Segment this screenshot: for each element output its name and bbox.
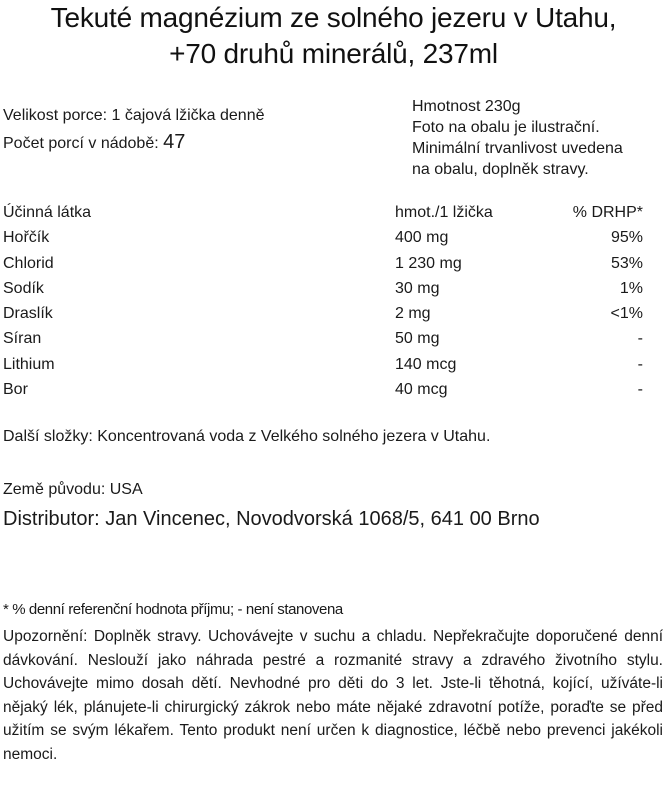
table-row: [3, 251, 643, 276]
note-line: na obalu, doplněk stravy.: [412, 161, 589, 178]
table-row: [3, 301, 643, 326]
warning-text: Upozornění: Doplněk stravy. Uchovávejte v suchu a chladu. Nepřekračujte doporučené denní dávkování. Neslouží jako náhrada pestré a rozmanité stravy a zdravého životního stylu. Uchovávejte mimo dosah dětí. Nevhodné pro děti do 3 let. Jste-li těhotná, kojící, užíváte-li nějaký lék, plánujete-li chirurgický zákrok nebo máte nějaké zdravotní potíže, poraďte se před užitím se svým lékařem. Tento produkt není určen k diagnostice, léčbě nebo prevenci jakékoli nemoci.: [3, 628, 663, 763]
substance-drhp: 53%: [610, 254, 643, 272]
table-header: [3, 200, 643, 225]
substance-name: Lithium: [3, 355, 55, 373]
substance-name: Sodík: [3, 279, 44, 297]
note-line: Minimální trvanlivost uvedena: [412, 140, 623, 157]
substance-name: Síran: [3, 330, 42, 348]
header-substance: Účinná látka: [3, 204, 92, 221]
table-row: [3, 352, 643, 377]
distributor: Distributor: Jan Vincenec, Novodvorská 1068/5, 641 00 Brno: [3, 508, 540, 530]
substance-name: Draslík: [3, 305, 53, 323]
substance-amount: 2 mg: [395, 305, 431, 323]
table-row: [3, 326, 643, 351]
package-notes: [412, 96, 667, 180]
serving-count-value: 47: [163, 131, 186, 153]
substance-amount: 400 mg: [395, 229, 449, 247]
substance-name: Chlorid: [3, 254, 54, 272]
substance-amount: 1 230 mg: [395, 254, 462, 272]
header-drhp: % DRHP*: [572, 204, 643, 221]
header-amount: hmot./1 lžička: [395, 204, 493, 221]
substance-drhp: -: [637, 381, 643, 399]
nutrition-table: [3, 200, 643, 402]
substance-drhp: -: [637, 330, 643, 348]
serving-count-label: Počet porcí v nádobě:: [3, 135, 159, 152]
serving-size: Velikost porce: 1 čajová lžička denně: [3, 107, 265, 124]
serving-info: [3, 102, 264, 157]
substance-amount: 140 mcg: [395, 355, 457, 373]
table-row: [3, 276, 643, 301]
substance-drhp: <1%: [610, 305, 643, 323]
substance-amount: 30 mg: [395, 279, 440, 297]
substance-drhp: -: [637, 355, 643, 373]
note-line: Foto na obalu je ilustrační.: [412, 119, 600, 136]
table-row: [3, 225, 643, 250]
title-line-1: Tekuté magnézium ze solného jezeru v Utahu,: [50, 2, 617, 33]
substance-amount: 40 mcg: [395, 381, 448, 399]
country-of-origin: Země původu: USA: [3, 481, 143, 498]
substance-drhp: 95%: [610, 229, 643, 247]
substance-name: Bor: [3, 381, 28, 399]
substance-drhp: 1%: [619, 279, 643, 297]
other-ingredients: Další složky: Koncentrovaná voda z Velkého solného jezera v Utahu.: [3, 428, 491, 445]
note-line: Hmotnost 230g: [412, 98, 521, 115]
substance-name: Hořčík: [3, 229, 50, 247]
substance-amount: 50 mg: [395, 330, 440, 348]
title-line-2: +70 druhů minerálů, 237ml: [169, 38, 498, 69]
table-row: [3, 377, 643, 402]
serving-count: [3, 129, 264, 157]
footnote: * % denní referenční hodnota příjmu; - není stanovena: [3, 601, 343, 618]
product-title: [0, 0, 667, 72]
